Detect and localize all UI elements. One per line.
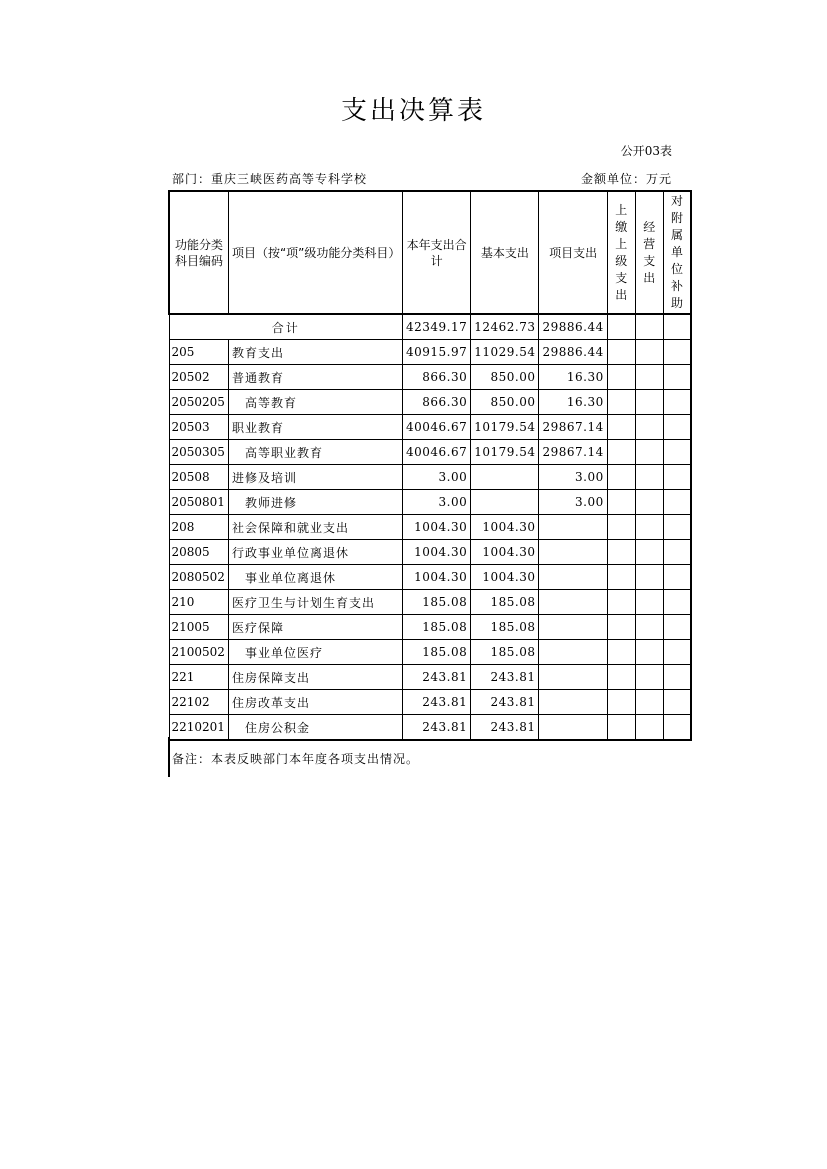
total-subsidy [663,314,691,340]
table-row [169,715,691,741]
header-business: 经营支出 [635,191,663,314]
code-cell: 205 [169,340,228,365]
header-basic: 基本支出 [471,191,539,314]
upper-cell [607,590,635,615]
form-number: 公开03表 [620,144,672,158]
business-cell [635,565,663,590]
amount-unit-label: 金额单位：万元 [580,172,672,186]
expenditure-table [168,190,692,741]
basic-cell: 1004.30 [471,515,539,540]
subsidy-cell [663,590,691,615]
header-subsidy: 对附属单位补助 [663,191,691,314]
name-cell: 事业单位离退休 [228,565,402,590]
name-cell: 高等教育 [228,390,402,415]
total-cell: 3.00 [402,465,470,490]
upper-cell [607,665,635,690]
table-row [169,590,691,615]
header-name: 项目（按“项”级功能分类科目） [228,191,402,314]
code-cell: 20508 [169,465,228,490]
project-cell: 29886.44 [539,340,607,365]
total-amount: 42349.17 [402,314,470,340]
table-row [169,340,691,365]
name-cell: 社会保障和就业支出 [228,515,402,540]
table-row [169,640,691,665]
subsidy-cell [663,515,691,540]
table-row [169,690,691,715]
business-cell [635,390,663,415]
total-project: 29886.44 [539,314,607,340]
basic-cell [471,465,539,490]
total-cell: 1004.30 [402,565,470,590]
basic-cell: 243.81 [471,690,539,715]
name-cell: 医疗卫生与计划生育支出 [228,590,402,615]
total-cell: 1004.30 [402,515,470,540]
upper-cell [607,515,635,540]
business-cell [635,465,663,490]
table-row [169,465,691,490]
upper-cell [607,465,635,490]
project-cell [539,590,607,615]
table-row [169,415,691,440]
basic-cell: 185.08 [471,640,539,665]
total-cell: 243.81 [402,665,470,690]
total-cell: 243.81 [402,690,470,715]
business-cell [635,715,663,741]
code-cell: 2050205 [169,390,228,415]
name-cell: 住房公积金 [228,715,402,741]
name-cell: 医疗保障 [228,615,402,640]
code-cell: 208 [169,515,228,540]
total-row [169,314,691,340]
project-cell [539,615,607,640]
subsidy-cell [663,540,691,565]
total-cell: 40046.67 [402,440,470,465]
total-cell: 3.00 [402,490,470,515]
name-cell: 普通教育 [228,365,402,390]
total-cell: 185.08 [402,640,470,665]
name-cell: 住房改革支出 [228,690,402,715]
total-cell: 243.81 [402,715,470,741]
header-code: 功能分类科目编码 [169,191,228,314]
project-cell [539,540,607,565]
project-cell [539,665,607,690]
table-row [169,565,691,590]
business-cell [635,665,663,690]
subsidy-cell [663,365,691,390]
business-cell [635,340,663,365]
basic-cell: 1004.30 [471,540,539,565]
project-cell: 3.00 [539,465,607,490]
total-cell: 1004.30 [402,540,470,565]
code-cell: 210 [169,590,228,615]
project-cell: 3.00 [539,490,607,515]
table-header-row [169,191,691,314]
business-cell [635,415,663,440]
total-cell: 866.30 [402,390,470,415]
upper-cell [607,615,635,640]
code-cell: 21005 [169,615,228,640]
upper-cell [607,340,635,365]
name-cell: 教育支出 [228,340,402,365]
code-cell: 20502 [169,365,228,390]
subsidy-cell [663,665,691,690]
name-cell: 进修及培训 [228,465,402,490]
basic-cell: 10179.54 [471,440,539,465]
table-row [169,540,691,565]
business-cell [635,440,663,465]
subsidy-cell [663,690,691,715]
table-row [169,490,691,515]
basic-cell: 243.81 [471,665,539,690]
name-cell: 教师进修 [228,490,402,515]
upper-cell [607,365,635,390]
upper-cell [607,565,635,590]
total-cell: 40046.67 [402,415,470,440]
basic-cell: 243.81 [471,715,539,741]
upper-cell [607,415,635,440]
code-cell: 22102 [169,690,228,715]
table-row [169,440,691,465]
business-cell [635,365,663,390]
name-cell: 行政事业单位离退休 [228,540,402,565]
code-cell: 2210201 [169,715,228,741]
project-cell [539,690,607,715]
basic-cell: 1004.30 [471,565,539,590]
business-cell [635,615,663,640]
business-cell [635,540,663,565]
total-business [635,314,663,340]
table-note: 备注：本表反映部门本年度各项支出情况。 [172,752,420,766]
total-upper [607,314,635,340]
subsidy-cell [663,490,691,515]
upper-cell [607,540,635,565]
department-label: 部门：重庆三峡医药高等专科学校 [172,172,368,186]
code-cell: 2050305 [169,440,228,465]
code-cell: 20503 [169,415,228,440]
subsidy-cell [663,615,691,640]
basic-cell: 11029.54 [471,340,539,365]
project-cell [539,565,607,590]
upper-cell [607,490,635,515]
upper-cell [607,715,635,741]
subsidy-cell [663,565,691,590]
basic-cell: 185.08 [471,590,539,615]
basic-cell: 10179.54 [471,415,539,440]
code-cell: 2100502 [169,640,228,665]
page-title: 支出决算表 [340,96,486,126]
project-cell: 16.30 [539,390,607,415]
basic-cell: 185.08 [471,615,539,640]
upper-cell [607,640,635,665]
basic-cell: 850.00 [471,390,539,415]
project-cell [539,715,607,741]
code-cell: 2080502 [169,565,228,590]
table-row [169,390,691,415]
table-row [169,365,691,390]
name-cell: 住房保障支出 [228,665,402,690]
name-cell: 职业教育 [228,415,402,440]
upper-cell [607,440,635,465]
business-cell [635,515,663,540]
total-cell: 866.30 [402,365,470,390]
code-cell: 221 [169,665,228,690]
code-cell: 20805 [169,540,228,565]
business-cell [635,690,663,715]
basic-cell [471,490,539,515]
business-cell [635,590,663,615]
total-cell: 185.08 [402,615,470,640]
total-basic: 12462.73 [471,314,539,340]
basic-cell: 850.00 [471,365,539,390]
subsidy-cell [663,390,691,415]
name-cell: 事业单位医疗 [228,640,402,665]
subsidy-cell [663,465,691,490]
upper-cell [607,690,635,715]
upper-cell [607,390,635,415]
project-cell: 29867.14 [539,440,607,465]
subsidy-cell [663,440,691,465]
total-label: 合计 [169,314,402,340]
project-cell: 29867.14 [539,415,607,440]
note-border [168,737,170,777]
header-upper: 上缴上级支出 [607,191,635,314]
project-cell [539,515,607,540]
total-cell: 40915.97 [402,340,470,365]
table-row [169,615,691,640]
header-project: 项目支出 [539,191,607,314]
subsidy-cell [663,415,691,440]
subsidy-cell [663,340,691,365]
table-row [169,665,691,690]
table-row [169,515,691,540]
business-cell [635,490,663,515]
subsidy-cell [663,715,691,741]
project-cell: 16.30 [539,365,607,390]
business-cell [635,640,663,665]
header-total: 本年支出合计 [402,191,470,314]
code-cell: 2050801 [169,490,228,515]
project-cell [539,640,607,665]
subsidy-cell [663,640,691,665]
name-cell: 高等职业教育 [228,440,402,465]
total-cell: 185.08 [402,590,470,615]
